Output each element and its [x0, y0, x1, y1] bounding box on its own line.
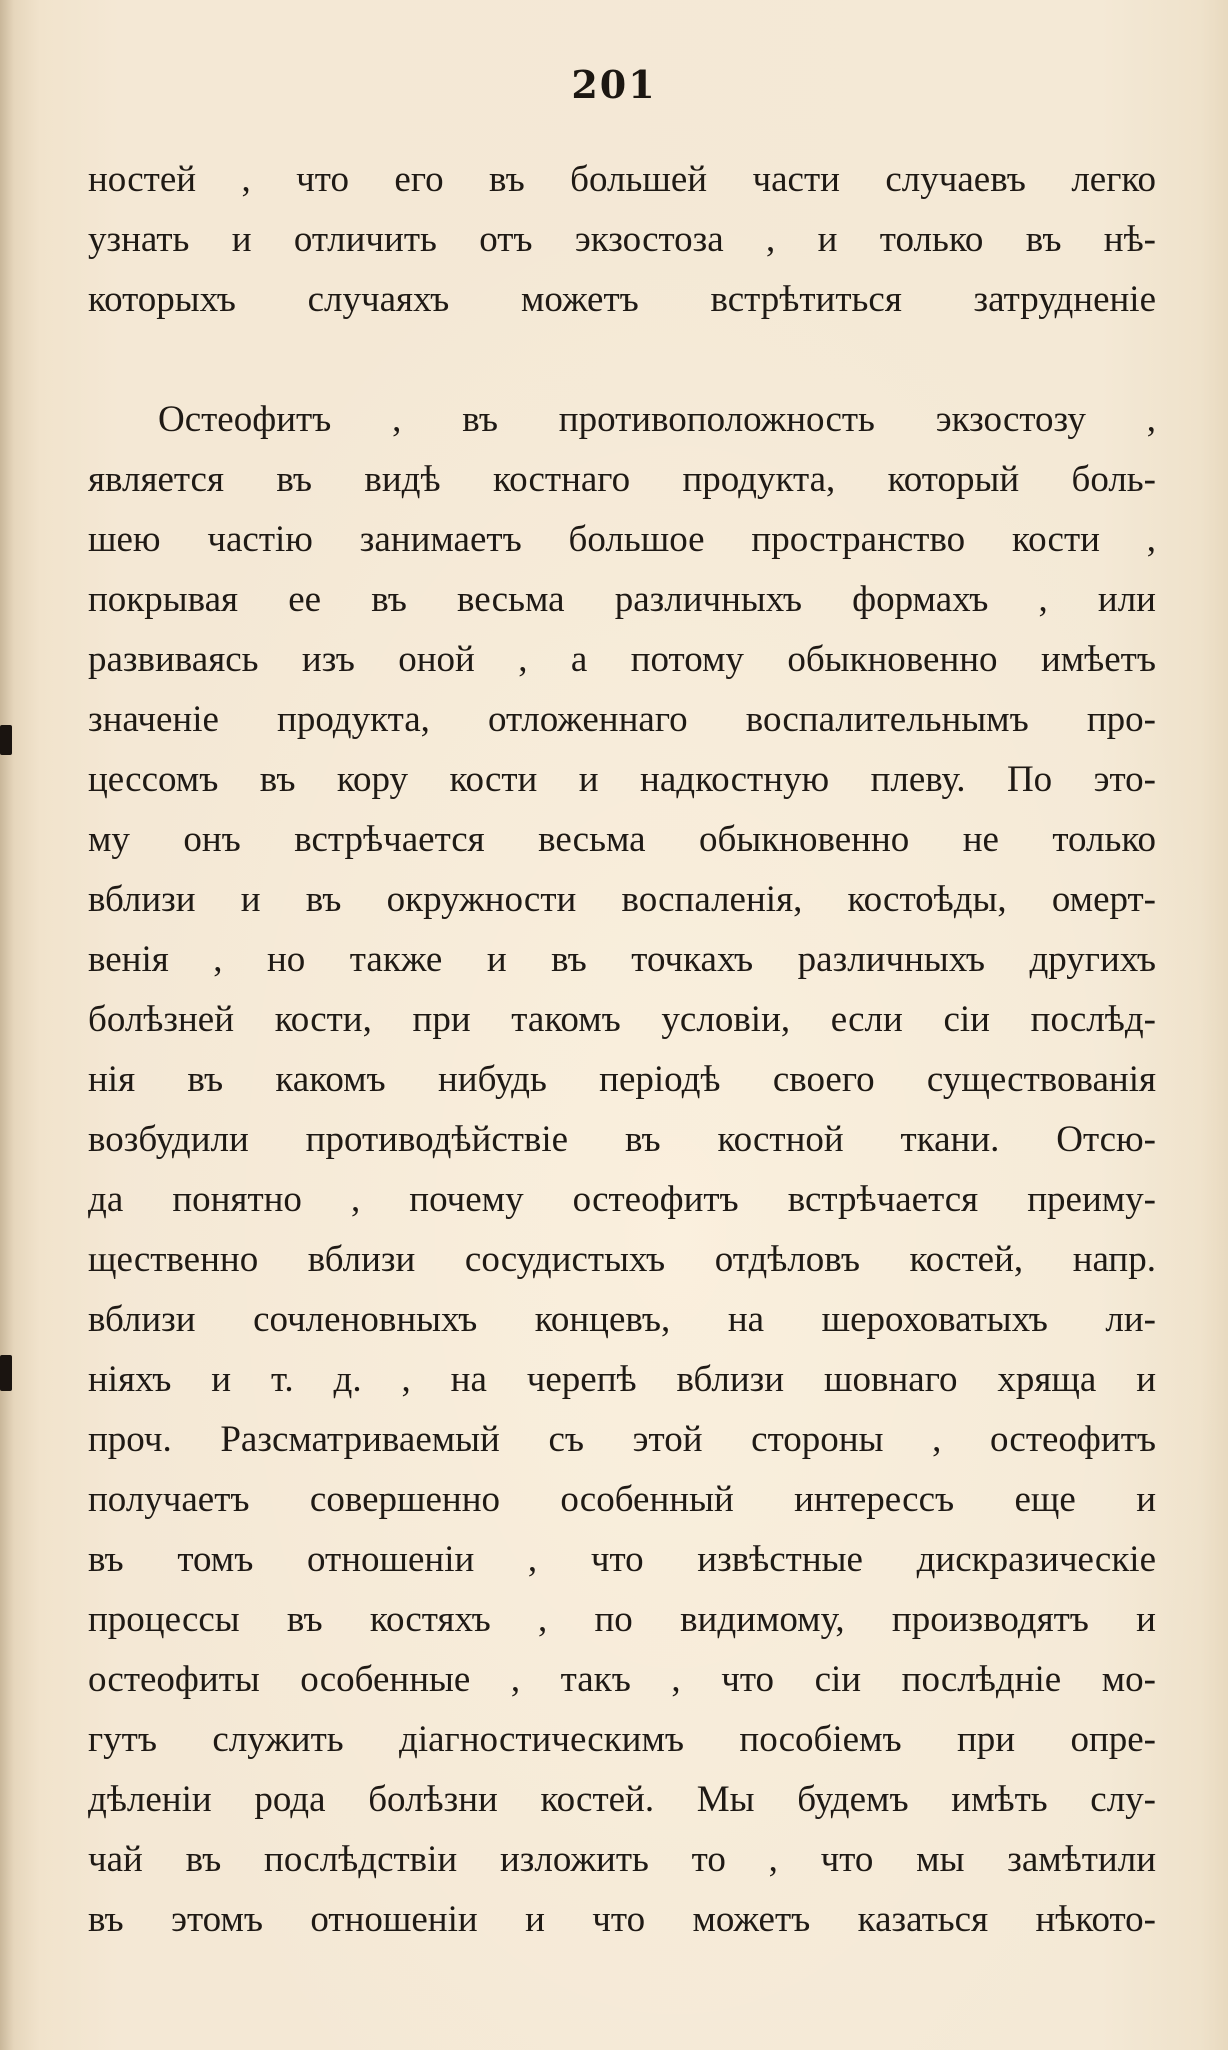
- text-line: нія въ какомъ нибудь періодѣ своего существованія: [88, 1059, 1156, 1100]
- binding-mark-lower: [0, 1355, 12, 1391]
- paragraph: [88, 150, 1156, 330]
- text-line: вблизи сочленовныхъ концевъ, на шероховатыхъ ли-: [88, 1299, 1156, 1340]
- binding-mark-upper: [0, 725, 12, 755]
- text-line: покрывая ее въ весьма различныхъ формахъ , или: [88, 579, 1156, 620]
- text-line: въ томъ отношеніи , что извѣстные дискразическіе: [88, 1539, 1156, 1580]
- text-line: развиваясь изъ оной , а потому обыкновенно имѣетъ: [88, 639, 1156, 680]
- text-line: процессы въ костяхъ , по видимому, производятъ и: [88, 1599, 1156, 1640]
- text-line: Остеофитъ , въ противоположность экзостозу ,: [158, 399, 1156, 440]
- paragraph-gap: [88, 330, 1156, 390]
- text-line: является въ видѣ костнаго продукта, который боль-: [88, 459, 1156, 500]
- text-line: которыхъ случаяхъ можетъ встрѣтиться затрудненіе: [88, 279, 1156, 320]
- text-line: остеофиты особенные , такъ , что сіи послѣдніе мо-: [88, 1659, 1156, 1700]
- page-number: 201: [571, 62, 657, 107]
- text-line: гутъ служить діагностическимъ пособіемъ при опре-: [88, 1719, 1156, 1760]
- text-line: получаетъ совершенно особенный интерессъ еще и: [88, 1479, 1156, 1520]
- text-line: дѣленіи рода болѣзни костей. Мы будемъ имѣть слу-: [88, 1779, 1156, 1820]
- text-line: цессомъ въ кору кости и надкостную плеву. По это-: [88, 759, 1156, 800]
- text-line: проч. Разсматриваемый съ этой стороны , остеофитъ: [88, 1419, 1156, 1460]
- text-line: ностей , что его въ большей части случаевъ легко: [88, 159, 1156, 200]
- text-line: вблизи и въ окружности воспаленія, костоѣды, омерт-: [88, 879, 1156, 920]
- text-line: му онъ встрѣчается весьма обыкновенно не только: [88, 819, 1156, 860]
- text-line: ніяхъ и т. д. , на черепѣ вблизи шовнаго хряща и: [88, 1359, 1156, 1400]
- text-line: щественно вблизи сосудистыхъ отдѣловъ костей, напр.: [88, 1239, 1156, 1280]
- text-line: да понятно , почему остеофитъ встрѣчается преиму-: [88, 1179, 1156, 1220]
- paragraph: [88, 390, 1156, 1950]
- text-line: возбудили противодѣйствіе въ костной ткани. Отсю-: [88, 1119, 1156, 1160]
- text-line: чай въ послѣдствіи изложить то , что мы замѣтили: [88, 1839, 1156, 1880]
- text-line: въ этомъ отношеніи и что можетъ казаться нѣкото-: [88, 1899, 1156, 1940]
- body-text: [88, 150, 1156, 1950]
- text-line: венія , но также и въ точкахъ различныхъ другихъ: [88, 939, 1156, 980]
- text-line: узнать и отличить отъ экзостоза , и только въ нѣ-: [88, 219, 1156, 260]
- text-line: болѣзней кости, при такомъ условіи, если сіи послѣд-: [88, 999, 1156, 1040]
- text-line: значеніе продукта, отложеннаго воспалительнымъ про-: [88, 699, 1156, 740]
- text-line: шею частію занимаетъ большое пространство кости ,: [88, 519, 1156, 560]
